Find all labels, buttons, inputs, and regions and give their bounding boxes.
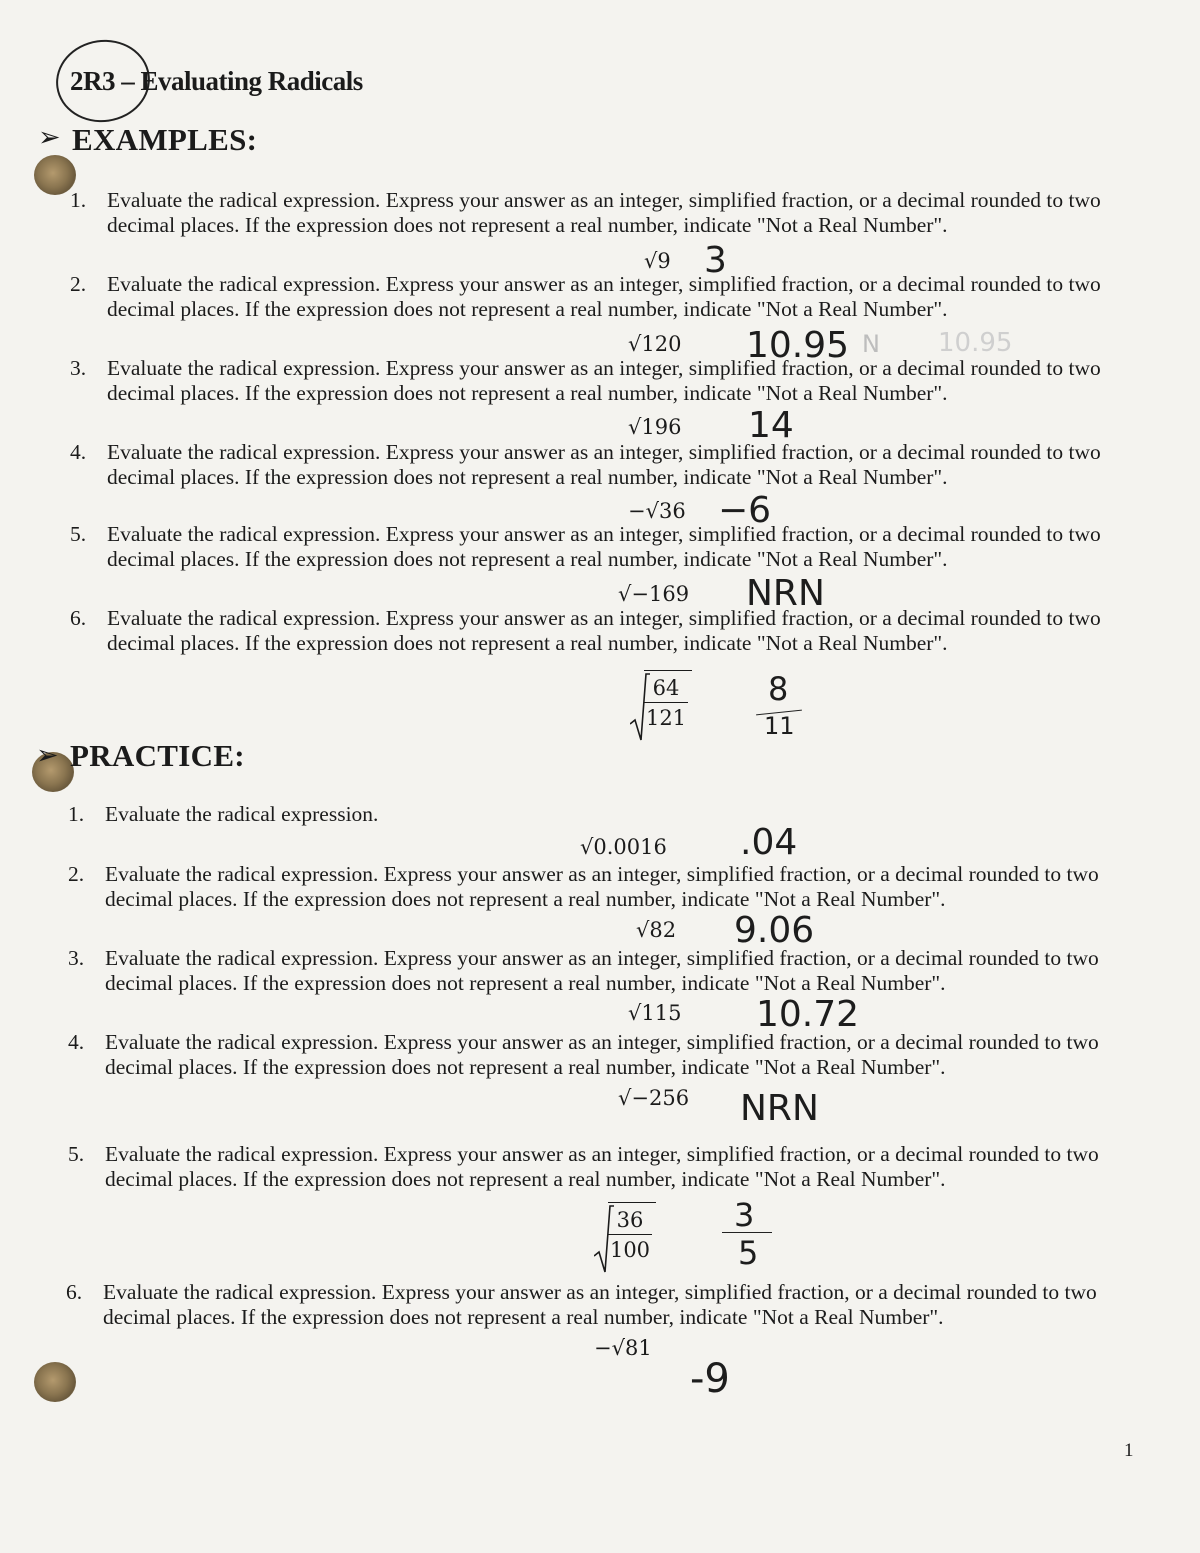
example-6-answer-numerator: 8 [768,670,789,708]
practice-4-expression: √−256 [618,1086,690,1110]
example-4-expression: −√36 [628,499,686,523]
example-1-expression: √9 [644,249,671,273]
arrow-bullet-icon: ➢ [38,122,61,153]
practice-5-answer-denominator: 5 [738,1234,759,1272]
practice-6-answer: -9 [690,1356,730,1402]
practice-1-answer: .04 [740,822,798,863]
worksheet-page: 2R3 – Evaluating Radicals ➢ EXAMPLES: 1. Evaluate the radical expression. Express your answer as an integer, simplified fraction, or a decimal rounded to two decimal places. If the expression does not represent a real number, indicate "Not a Real Number". √9 3 2. Evaluate the radical expression. Express your answer as an integer, simplified fraction, or a decimal rounded to two decimal places. If the expression does not represent a real number, indicate "Not a Real Number". √120 10.95 N 10.95 3. Evaluate the radical expression. Express your answer as an integer, simplified fraction, or a decimal rounded to two decimal places. If the expression does not represent a real number, indicate "Not a Real Number". √196 14 4. Evaluate the radical expression. Express your answer as an integer, simplified fraction, or a decimal rounded to two decimal places. If the expression does not represent a real number, indicate "Not a Real Number". −√36 −6 5. Evaluate the radical expression. Express your answer as an integer, simplified fraction, or a decimal rounded to two decimal places. If the expression does not represent a real number, indicate "Not a Real Number". √−169 NRN 6. Evaluate the radical expression. Express your answer as an integer, simplified fraction, or a decimal rounded to two decimal places. If the expression does not represent a real number, indicate "Not a Real Number". 64 121 8 11 ➢ PRACTICE: 1. Evaluate the radical expression. √0.0016 .04 2. Evaluate the radical expression. Express your answer as an integer, simplified fraction, or a decimal rounded to two decimal places. If the expression does not represent a real number, indicate "Not a Real Number". √82 9.06 3. Evaluate the radical expression. Express your answer as an integer, simplified fraction, or a decimal rounded to two decimal places. If the expression does not represent a real number, indicate "Not a Real Number". √115 10.72 4. Evaluate the radical expression. Express your answer as an integer, simplified fraction, or a decimal rounded to two decimal places. If the expression does not represent a real number, indicate "Not a Real Number". √−256 NRN 5. Evaluate the radical expression. Express your answer as an integer, simplified fraction, or a decimal rounded to two decimal places. If the expression does not represent a real number, indicate "Not a Real Number". 36 100 3 5 6. Evaluate the radical expression. Express your answer as an integer, simplified fraction, or a decimal rounded to two decimal places. If the expression does not represent a real number, indicate "Not a Real Number". −√81 -9 1 [0,0,1200,1553]
page-number: 1 [1124,1440,1134,1461]
practice-5-expression: 36 100 [594,1208,664,1274]
practice-5-answer-numerator: 3 [734,1196,755,1234]
example-5-expression: √−169 [618,582,690,606]
example-3-answer: 14 [748,405,794,446]
example-6-answer-denominator: 11 [764,712,795,740]
practice-6-expression: −√81 [594,1336,652,1360]
example-2-answer-note: N [862,330,880,358]
page-title: 2R3 – Evaluating Radicals [70,66,363,96]
practice-5-answer-bar [722,1232,772,1233]
practice-heading: PRACTICE: [70,738,245,773]
practice-3-expression: √115 [628,1001,682,1025]
practice-4-answer: NRN [740,1088,819,1129]
practice-3-answer: 10.72 [756,994,860,1035]
examples-heading: EXAMPLES: [72,122,258,157]
example-6-expression: 64 121 [630,676,700,742]
practice-2-expression: √82 [636,918,677,942]
example-2-erased-answer: 10.95 [938,328,1013,358]
example-3-expression: √196 [628,415,682,439]
arrow-bullet-icon: ➢ [36,740,59,771]
example-5-answer: NRN [746,573,825,614]
practice-2-answer: 9.06 [734,910,815,951]
binder-hole-bottom [34,1362,76,1402]
example-2-answer: 10.95 [746,325,850,366]
example-4-answer: −6 [718,490,772,531]
practice-1-expression: √0.0016 [580,835,667,859]
example-1-answer: 3 [704,240,727,281]
example-2-expression: √120 [628,332,682,356]
